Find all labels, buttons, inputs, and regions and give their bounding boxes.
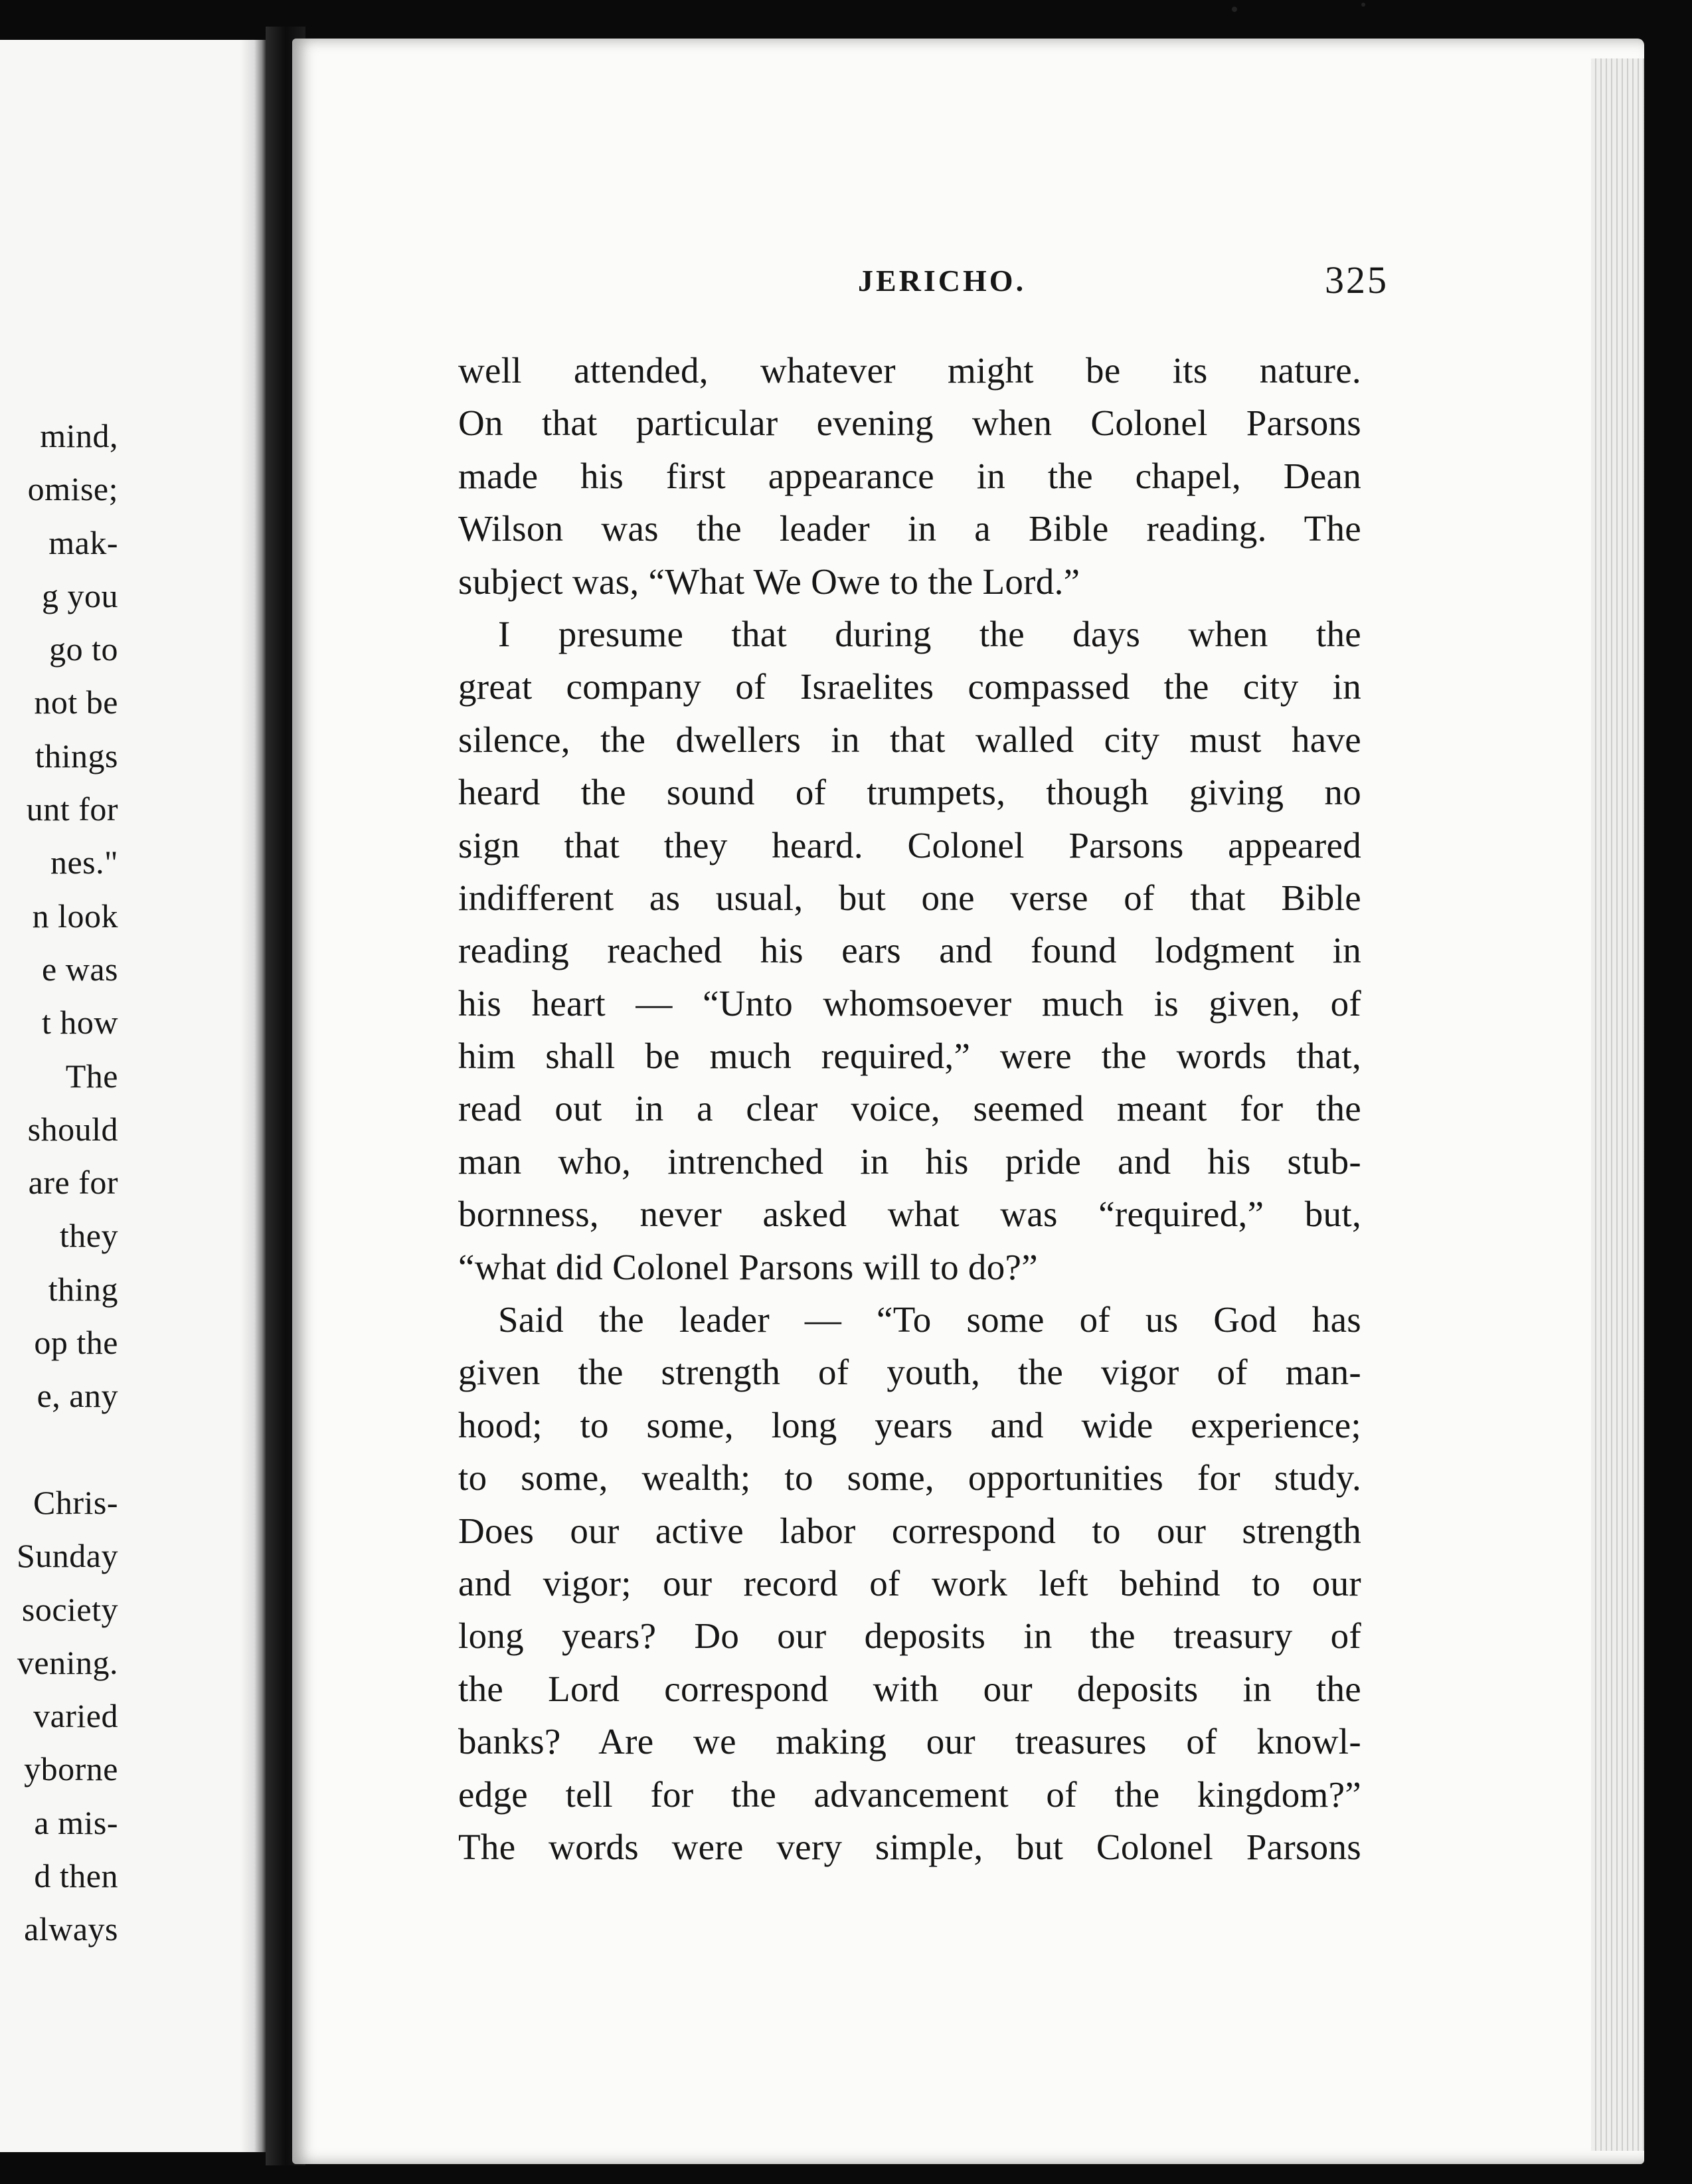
text-line: edge tell for the advancement of the kingdom?”: [458, 1774, 1361, 1815]
left-page-line: e was: [42, 950, 118, 988]
left-page-line: mak-: [48, 523, 118, 561]
left-page-gutter-shadow: [240, 40, 266, 2152]
text-line: him shall be much required,” were the words that,: [458, 1036, 1361, 1077]
text-line: Said the leader — “To some of us God has: [498, 1299, 1361, 1340]
text-line: the Lord correspond with our deposits in the: [458, 1668, 1361, 1709]
text-line: read out in a clear voice, seemed meant for the: [458, 1088, 1361, 1129]
left-page-line: n look: [32, 897, 118, 935]
left-page-line: Sunday: [17, 1537, 118, 1575]
left-page: [0, 40, 266, 2152]
text-line: bornness, never asked what was “required,” but,: [458, 1194, 1361, 1235]
text-line: well attended, whatever might be its nature.: [458, 350, 1361, 391]
left-page-text: [0, 409, 118, 1956]
text-line: indifferent as usual, but one verse of that Bible: [458, 877, 1361, 918]
left-page-line: unt for: [26, 790, 118, 828]
text-line: I presume that during the days when the: [498, 613, 1361, 654]
left-page-line: t how: [42, 1004, 118, 1042]
text-line: subject was, “What We Owe to the Lord.”: [458, 561, 1080, 602]
left-page-line: yborne: [24, 1750, 118, 1788]
text-line: his heart — “Unto whomsoever much is given, of: [458, 982, 1361, 1024]
text-line: The words were very simple, but Colonel Parsons: [458, 1826, 1361, 1867]
text-line: reading reached his ears and found lodgment in: [458, 930, 1361, 971]
text-line: Does our active labor correspond to our strength: [458, 1510, 1361, 1551]
left-page-line: things: [35, 737, 118, 774]
page-number: 325: [1325, 258, 1389, 302]
text-line: given the strength of youth, the vigor of man-: [458, 1352, 1361, 1393]
text-line: man who, intrenched in his pride and his stub-: [458, 1140, 1361, 1182]
page-edges: [1591, 58, 1644, 2151]
left-page-line: omise;: [27, 470, 118, 508]
left-page-line: are for: [28, 1164, 118, 1202]
left-page-line: e, any: [37, 1377, 118, 1415]
text-line: Wilson was the leader in a Bible reading. The: [458, 508, 1361, 549]
left-page-line: Chris-: [33, 1483, 118, 1521]
left-page-line: they: [59, 1217, 118, 1255]
right-page: [292, 39, 1644, 2164]
body-text: [458, 344, 1361, 1873]
text-line: heard the sound of trumpets, though giving no: [458, 772, 1361, 813]
left-page-line: go to: [49, 630, 118, 668]
left-page-line: always: [24, 1910, 118, 1948]
left-page-line: [0, 1423, 118, 1476]
left-page-line: should: [27, 1110, 118, 1148]
left-page-line: thing: [48, 1270, 118, 1308]
left-page-line: mind,: [40, 417, 118, 454]
left-page-line: op the: [34, 1324, 118, 1362]
left-page-line: varied: [33, 1697, 118, 1735]
text-line: hood; to some, long years and wide experience;: [458, 1404, 1361, 1445]
text-line: On that particular evening when Colonel Parsons: [458, 403, 1361, 444]
scan-speck: [1232, 7, 1237, 12]
left-page-line: not be: [34, 683, 118, 721]
text-line: silence, the dwellers in that walled city must have: [458, 719, 1361, 760]
left-page-line: nes.": [50, 844, 118, 881]
text-line: sign that they heard. Colonel Parsons appeared: [458, 824, 1361, 865]
left-page-line: a mis-: [34, 1803, 118, 1841]
left-page-line: vening.: [17, 1643, 118, 1681]
left-page-line: society: [21, 1590, 118, 1628]
text-line: great company of Israelites compassed the city in: [458, 666, 1361, 707]
text-line: and vigor; our record of work left behind to our: [458, 1562, 1361, 1603]
text-line: “what did Colonel Parsons will to do?”: [458, 1246, 1038, 1287]
left-page-line: d then: [34, 1857, 118, 1895]
text-line: made his first appearance in the chapel, Dean: [458, 455, 1361, 496]
text-line: banks? Are we making our treasures of knowl-: [458, 1721, 1361, 1762]
text-line: long years? Do our deposits in the treasury of: [458, 1615, 1361, 1657]
running-head: JERICHO.: [858, 264, 1027, 298]
left-page-line: The: [65, 1057, 118, 1095]
scan-speck: [1361, 3, 1365, 7]
text-line: to some, wealth; to some, opportunities for study.: [458, 1457, 1361, 1499]
left-page-line: g you: [42, 577, 118, 614]
